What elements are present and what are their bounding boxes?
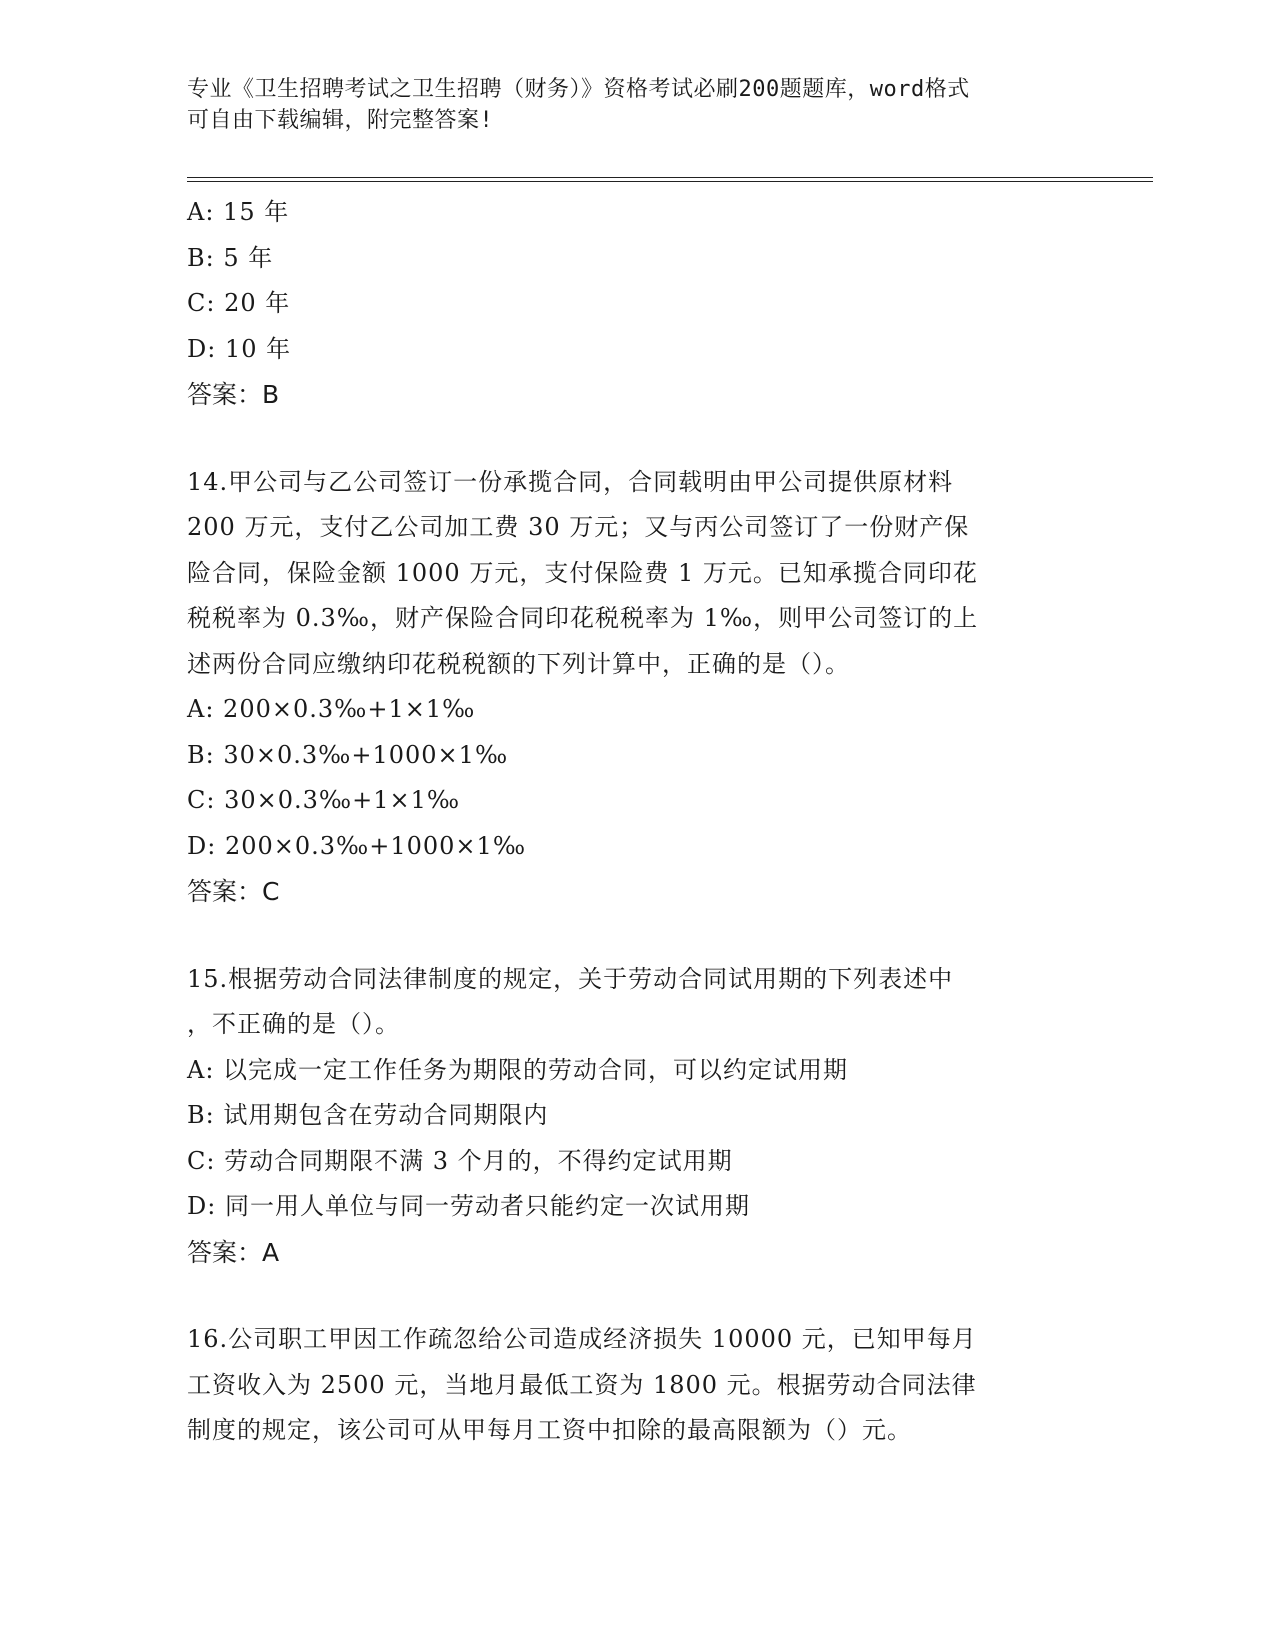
answer-line: 答案：C [187,877,280,906]
question-stem-line: 述两份合同应缴纳印花税税额的下列计算中，正确的是（）。 [187,649,850,678]
question-stem-line: 制度的规定，该公司可从甲每月工资中扣除的最高限额为（）元。 [187,1416,912,1444]
question-13 [187,190,1087,418]
header-line-1: 专业《卫生招聘考试之卫生招聘（财务）》资格考试必刷200题题库，word格式 [187,77,970,102]
document-header [187,74,1067,136]
header-divider [187,177,1153,182]
option-c: C: 20 年 [187,289,291,317]
document-body [187,190,1087,1454]
option-a: A: 15 年 [187,198,290,226]
option-b: B: 试用期包含在劳动合同期限内 [187,1101,549,1129]
question-stem-line: 200 万元，支付乙公司加工费 30 万元；又与丙公司签订了一份财产保 [187,513,970,541]
question-stem-line: 工资收入为 2500 元，当地月最低工资为 1800 元。根据劳动合同法律 [187,1370,977,1399]
option-b: B: 5 年 [187,243,274,272]
option-a: A: 200×0.3‰+1×1‰ [187,695,476,723]
answer-line: 答案：A [187,1237,280,1267]
question-stem-line: 税税率为 0.3‰，财产保险合同印花税税率为 1‰，则甲公司签订的上 [187,604,979,632]
option-d: D: 200×0.3‰+1000×1‰ [187,831,527,860]
question-stem-line: ，不正确的是（）。 [187,1010,400,1038]
header-line-2: 可自由下载编辑，附完整答案! [187,108,494,133]
question-stem-line: 14.甲公司与乙公司签订一份承揽合同，合同载明由甲公司提供原材料 [187,467,954,496]
option-d: D: 10 年 [187,334,292,363]
answer-line: 答案：B [187,380,280,409]
question-15 [187,957,1087,1276]
option-d: D: 同一用人单位与同一劳动者只能约定一次试用期 [187,1192,750,1220]
option-b: B: 30×0.3‰+1000×1‰ [187,740,509,769]
question-stem-line: 15.根据劳动合同法律制度的规定，关于劳动合同试用期的下列表述中 [187,964,954,993]
question-stem-line: 16.公司职工甲因工作疏忽给公司造成经济损失 10000 元，已知甲每月 [187,1325,977,1353]
question-stem-line: 险合同，保险金额 1000 万元，支付保险费 1 万元。已知承揽合同印花 [187,558,978,587]
option-a: A: 以完成一定工作任务为期限的劳动合同，可以约定试用期 [187,1055,849,1084]
option-c: C: 劳动合同期限不满 3 个月的，不得约定试用期 [187,1146,733,1175]
option-c: C: 30×0.3‰+1×1‰ [187,786,461,814]
question-16 [187,1317,1087,1454]
question-14 [187,460,1087,915]
